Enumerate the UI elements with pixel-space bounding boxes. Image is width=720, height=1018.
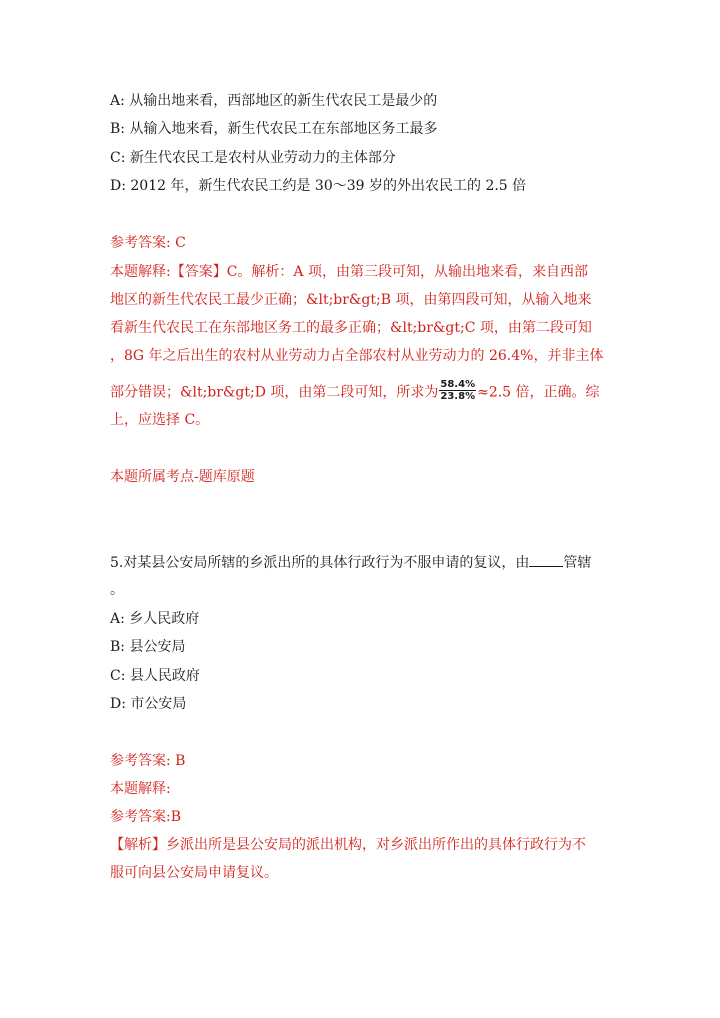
q5-analysis-line-2: 服可向县公安局申请复议。 [110, 865, 278, 881]
q5-option-a: A: 乡人民政府 [110, 611, 200, 627]
q4-option-c: C: 新生代农民工是农村从业劳动力的主体部分 [110, 150, 396, 166]
q4-topic: 本题所属考点-题库原题 [110, 469, 255, 485]
q5-stem-before: 5.对某县公安局所辖的乡派出所的具体行政行为不服申请的复议，由 [110, 555, 530, 571]
q4-explanation-line-5 [110, 381, 600, 401]
q5-stem [110, 553, 591, 573]
q5-analysis-line-1: 【解析】乡派出所是县公安局的派出机构，对乡派出所作出的具体行政行为不 [110, 837, 586, 853]
q5-answer: 参考答案: B [110, 753, 186, 769]
q4-explanation-line-5-after: ≈2.5 倍，正确。综 [477, 384, 600, 401]
q4-explanation-line-5-before: 部分错误；&lt;br&gt;D 项，由第二段可知，所求为 [110, 384, 439, 401]
q5-stem-line-2: 。 [110, 582, 124, 598]
q5-stem-after: 管辖 [563, 555, 592, 571]
q4-explanation-line-1: 本题解释:【答案】C。解析：A 项，由第三段可知，从输出地来看，来自西部 [110, 264, 588, 280]
q4-explanation-line-2: 地区的新生代农民工最少正确；&lt;br&gt;B 项，由第四段可知，从输入地来 [110, 292, 592, 308]
q5-option-d: D: 市公安局 [110, 696, 187, 712]
q4-explanation-line-6: 上，应选择 C。 [110, 412, 210, 428]
q5-explanation-label: 本题解释: [110, 781, 171, 797]
q4-option-b: B: 从输入地来看，新生代农民工在东部地区务工最多 [110, 121, 438, 137]
q4-explanation-line-3: 看新生代农民工在东部地区务工的最多正确；&lt;br&gt;C 项，由第二段可知 [110, 320, 592, 336]
q5-option-b: B: 县公安局 [110, 639, 186, 655]
q4-explanation-line-4: ，8G 年之后出生的农村从业劳动力占全部农村从业劳动力的 26.4%，并非主体 [110, 348, 604, 364]
fraction-numerator: 58.4% [440, 379, 476, 390]
q5-option-c: C: 县人民政府 [110, 668, 200, 684]
q4-option-a: A: 从输出地来看，西部地区的新生代农民工是最少的 [110, 93, 438, 109]
q4-answer: 参考答案: C [110, 235, 186, 251]
answer-blank [529, 554, 563, 567]
q4-option-d: D: 2012 年，新生代农民工约是 30～39 岁的外出农民工的 2.5 倍 [110, 178, 527, 194]
fraction-denominator: 23.8% [440, 391, 476, 402]
ratio-fraction [439, 379, 476, 402]
q5-answer-repeat: 参考答案:B [110, 809, 182, 825]
